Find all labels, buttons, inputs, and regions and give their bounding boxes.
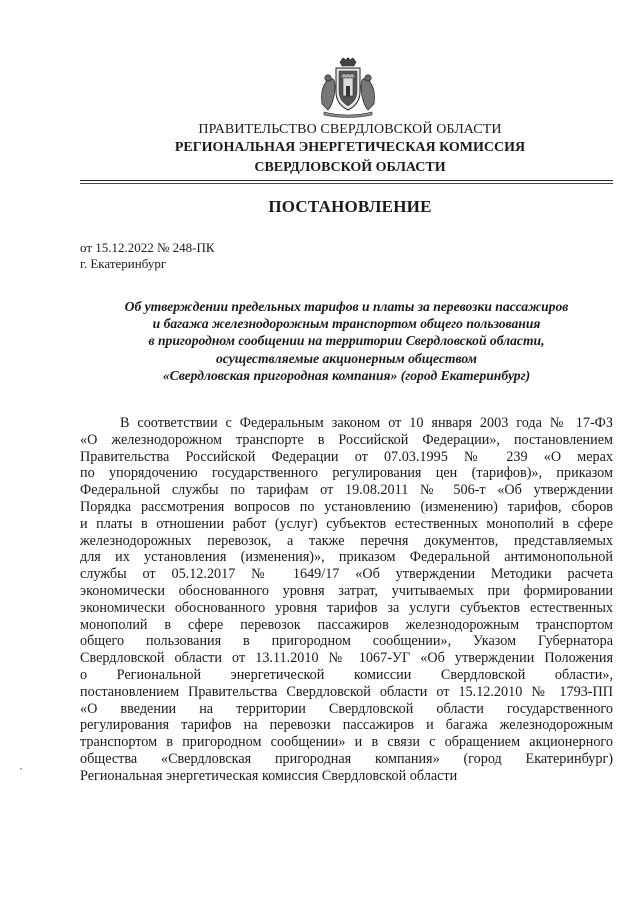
body-line: постановлением Правительства Свердловской области от 15.12.2010 № 1793-ПП [80,683,613,700]
subject-line: осуществляемые акционерным обществом [215,350,477,366]
body-line: общего пользования в пригородном сообщении», Указом Губернатора [80,633,613,650]
body-line: В соответствии с Федеральным законом от 10 января 2003 года № 17-ФЗ [120,415,613,431]
body-line: экономически обоснованного уровня тарифов за услуги субъектов естественных [80,599,613,616]
body-line: общества «Свердловская пригородная компания» (город Екатеринбург) [80,750,613,767]
body-line: по упорядочению государственного регулирования цен (тарифов)», приказом [80,465,613,482]
coat-of-arms-icon [316,56,380,118]
document-title: ПОСТАНОВЛЕНИЕ [268,197,432,216]
body-line: и платы в отношении работ (услуг) субъектов естественных монополий в сфере [80,515,613,532]
header-divider-thick [80,180,613,181]
body-line: Свердловской области от 13.11.2010 № 1067-УГ «Об утверждении Положения [80,650,613,667]
body-line: Правительства Российской Федерации от 07.03.1995 № 239 «О мерах [80,448,613,465]
body-line: о Региональной энергетической комиссии Свердловской области», [80,666,613,683]
body-line: регулирования тарифов на перевозки пассажиров и багажа железнодорожным [80,717,613,734]
scan-dot [20,768,22,770]
document-subject [80,298,613,384]
document-city: г. Екатеринбург [80,256,167,271]
body-line: Федеральной службы по тарифам от 19.08.2011 № 506-т «Об утверждении [80,482,613,499]
body-line: Порядка рассмотрения вопросов по установлению (изменению) тарифов, сборов [80,498,613,515]
body-line: «О введении на территории Свердловской области государственного [80,700,613,717]
body-line: железнодорожных перевозок, а также перечня документов, представляемых [80,532,613,549]
subject-line: Об утверждении предельных тарифов и платы за перевозки пассажиров [124,299,569,314]
body-line: монополий в сфере перевозок пассажиров железнодорожным транспортом [80,616,613,633]
body-line: для их установления (изменения)», приказом Федеральной антимонопольной [80,549,613,566]
subject-line: в пригородном сообщении на территории Свердловской области, [148,333,545,349]
commission-region: СВЕРДЛОВСКОЙ ОБЛАСТИ [254,160,446,175]
body-line: Региональная энергетическая комиссия Свердловской области [80,767,458,784]
header-divider-thin [80,183,613,184]
body-line: экономически обоснованного уровня затрат, учитываемых при формировании [80,582,613,599]
subject-line: и багажа железнодорожным транспортом общего пользования [152,316,541,332]
body-line: «О железнодорожном транспорте в Российской Федерации», постановлением [80,431,613,448]
body-line: транспортом в пригородном сообщении» и в связи с обращением акционерного [80,734,613,751]
commission-name: РЕГИОНАЛЬНАЯ ЭНЕРГЕТИЧЕСКАЯ КОМИССИЯ [174,140,526,155]
document-body [80,415,613,785]
government-name: ПРАВИТЕЛЬСТВО СВЕРДЛОВСКОЙ ОБЛАСТИ [198,122,502,137]
subject-line: «Свердловская пригородная компания» (город Екатеринбург) [162,367,531,383]
body-line: службы от 05.12.2017 № 1649/17 «Об утверждении Методики расчета [80,566,613,583]
document-date-number: от 15.12.2022 № 248-ПК [80,240,215,255]
